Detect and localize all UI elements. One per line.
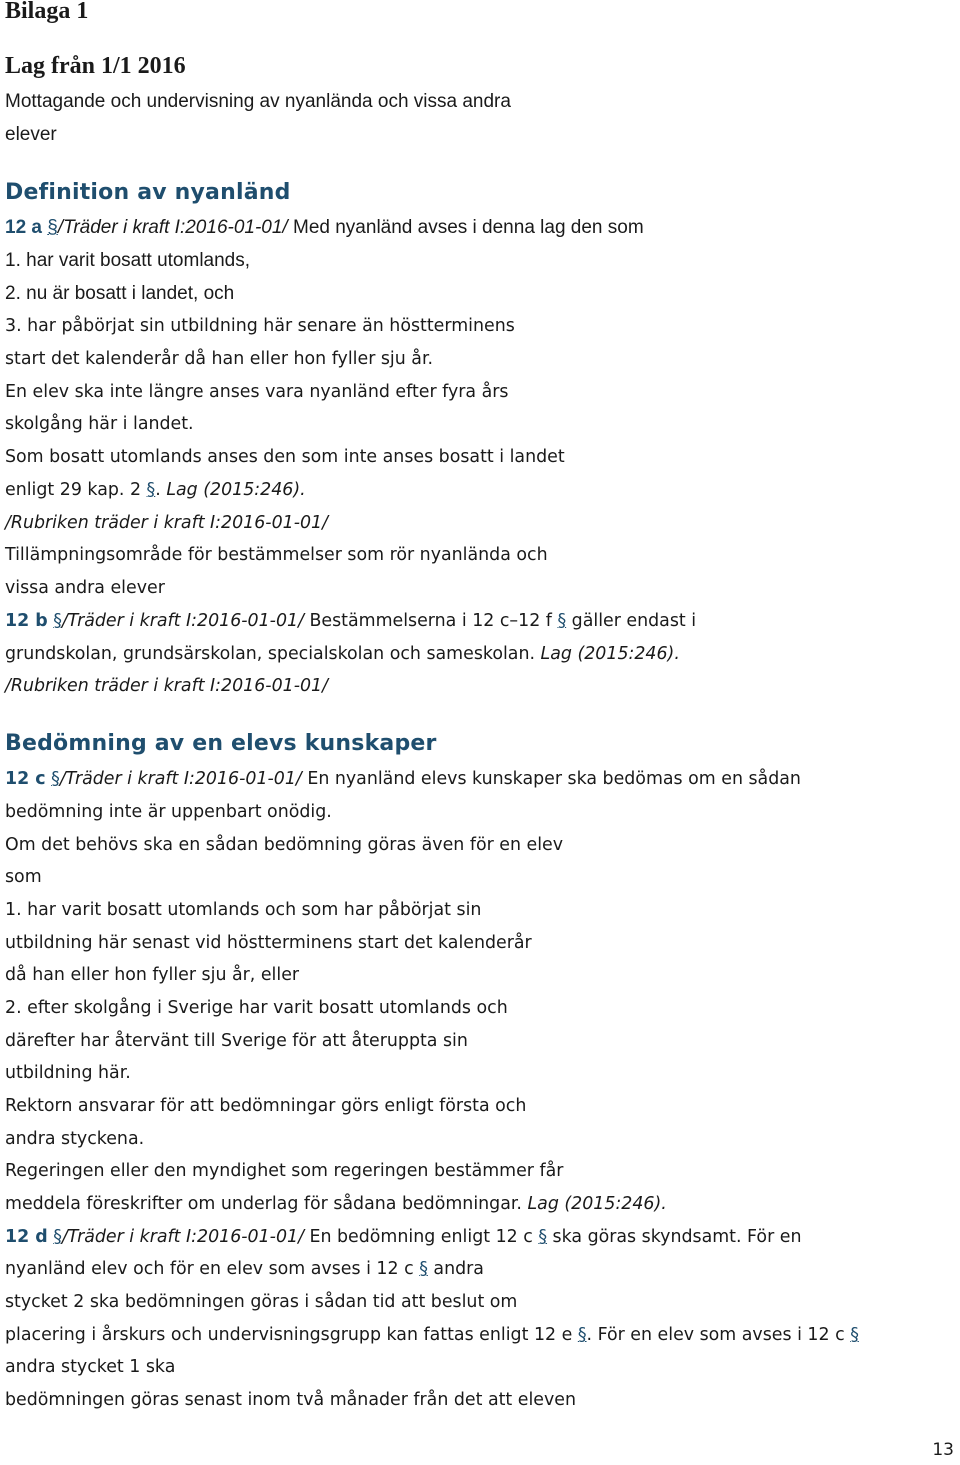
text-line: [5, 1323, 859, 1347]
text-line: andra styckena.: [5, 1129, 145, 1149]
section-link[interactable]: §: [146, 480, 156, 500]
text-line: skolgång här i landet.: [5, 414, 194, 434]
section-link[interactable]: §: [538, 1227, 548, 1247]
text-line: [5, 1257, 484, 1281]
text-line: stycket 2 ska bedömningen göras i sådan tid att beslut om: [5, 1292, 518, 1312]
text-line: En elev ska inte längre anses vara nyanländ efter fyra års: [5, 382, 509, 402]
law-title: Lag från 1/1 2016: [5, 53, 186, 79]
text-line: [5, 1192, 667, 1216]
text: Med nyanländ avses i denna lag den som: [287, 217, 644, 238]
text-line: [5, 478, 306, 502]
text: enligt 29 kap. 2: [5, 480, 142, 500]
text-line: bedömning inte är uppenbart onödig.: [5, 802, 332, 822]
heading-definition: Definition av nyanländ: [5, 180, 291, 205]
text: grundskolan, grundsärskolan, specialskolan och sameskolan.: [5, 644, 541, 664]
text-line: Tillämpningsområde för bestämmelser som rör nyanlända och: [5, 545, 548, 565]
list-item-cont: start det kalenderår då han eller hon fyller sju år.: [5, 349, 434, 369]
law-reference: Lag (2015:246).: [527, 1194, 667, 1214]
section-link[interactable]: §: [557, 611, 567, 631]
page-number: 13: [932, 1440, 954, 1460]
text-line: [5, 642, 680, 666]
subtitle-line-2: elever: [5, 124, 57, 145]
text: En bedömning enligt 12 c: [303, 1227, 539, 1247]
section-link[interactable]: §: [53, 1227, 62, 1247]
section-number: 12 c: [5, 769, 46, 789]
appendix-label: Bilaga 1: [5, 0, 89, 24]
text-line: andra stycket 1 ska: [5, 1357, 176, 1377]
section-number: 12 a: [5, 217, 42, 238]
text: En nyanländ elevs kunskaper ska bedömas om en sådan: [301, 769, 801, 789]
law-reference: Lag (2015:246).: [540, 644, 680, 664]
text-line: utbildning här senast vid höstterminens start det kalenderår: [5, 933, 532, 953]
text: placering i årskurs och undervisningsgrupp kan fattas enligt 12 e: [5, 1325, 578, 1345]
section-number: 12 b: [5, 611, 48, 631]
section-link[interactable]: §: [47, 217, 58, 238]
effective-date-note: /Träder i kraft I:2016-01-01/: [59, 769, 302, 789]
text: gäller endast i: [566, 611, 697, 631]
paragraph-12b: [5, 609, 696, 633]
rubric-note: /Rubriken träder i kraft I:2016-01-01/: [5, 676, 328, 696]
paragraph-12a: [5, 216, 644, 240]
section-link[interactable]: §: [51, 769, 60, 789]
text-line: 2. efter skolgång i Sverige har varit bosatt utomlands och: [5, 998, 508, 1018]
effective-date-note: /Träder i kraft I:2016-01-01/: [61, 611, 304, 631]
text-line: bedömningen göras senast inom två månader från det att eleven: [5, 1390, 577, 1410]
text-line: därefter har återvänt till Sverige för att återuppta sin: [5, 1031, 468, 1051]
subtitle-line-1: Mottagande och undervisning av nyanlända och vissa andra: [5, 91, 511, 112]
text-line: vissa andra elever: [5, 578, 165, 598]
text: ska göras skyndsamt. För en: [547, 1227, 802, 1247]
text-line: Som bosatt utomlands anses den som inte anses bosatt i landet: [5, 447, 565, 467]
section-link[interactable]: §: [419, 1259, 428, 1279]
list-item: 2. nu är bosatt i landet, och: [5, 283, 235, 304]
text: nyanländ elev och för en elev som avses i 12 c: [5, 1259, 420, 1279]
list-item: 1. har varit bosatt utomlands,: [5, 250, 251, 271]
paragraph-12c: [5, 767, 801, 791]
rubric-note: /Rubriken träder i kraft I:2016-01-01/: [5, 513, 328, 533]
list-item: 3. har påbörjat sin utbildning här senare än höstterminens: [5, 316, 515, 336]
effective-date-note: /Träder i kraft I:2016-01-01/: [61, 1227, 304, 1247]
paragraph-12d: [5, 1225, 801, 1249]
text-line: Rektorn ansvarar för att bedömningar görs enligt första och: [5, 1096, 527, 1116]
text-line: Regeringen eller den myndighet som regeringen bestämmer får: [5, 1161, 564, 1181]
text: . För en elev som avses i 12 c: [586, 1325, 851, 1345]
section-link[interactable]: §: [53, 611, 62, 631]
text-line: utbildning här.: [5, 1063, 131, 1083]
text: andra: [427, 1259, 484, 1279]
text-line: som: [5, 867, 42, 887]
text-line: Om det behövs ska en sådan bedömning göras även för en elev: [5, 835, 564, 855]
text: Bestämmelserna i 12 c–12 f: [303, 611, 558, 631]
effective-date-note: /Träder i kraft I:2016-01-01/: [57, 217, 288, 238]
section-link[interactable]: §: [850, 1325, 859, 1345]
text-line: 1. har varit bosatt utomlands och som har påbörjat sin: [5, 900, 482, 920]
text-line: då han eller hon fyller sju år, eller: [5, 965, 300, 985]
text: .: [155, 480, 167, 500]
section-link[interactable]: §: [577, 1325, 587, 1345]
law-reference: Lag (2015:246).: [166, 480, 306, 500]
text: meddela föreskrifter om underlag för sådana bedömningar.: [5, 1194, 528, 1214]
heading-assessment: Bedömning av en elevs kunskaper: [5, 731, 437, 756]
section-number: 12 d: [5, 1227, 48, 1247]
